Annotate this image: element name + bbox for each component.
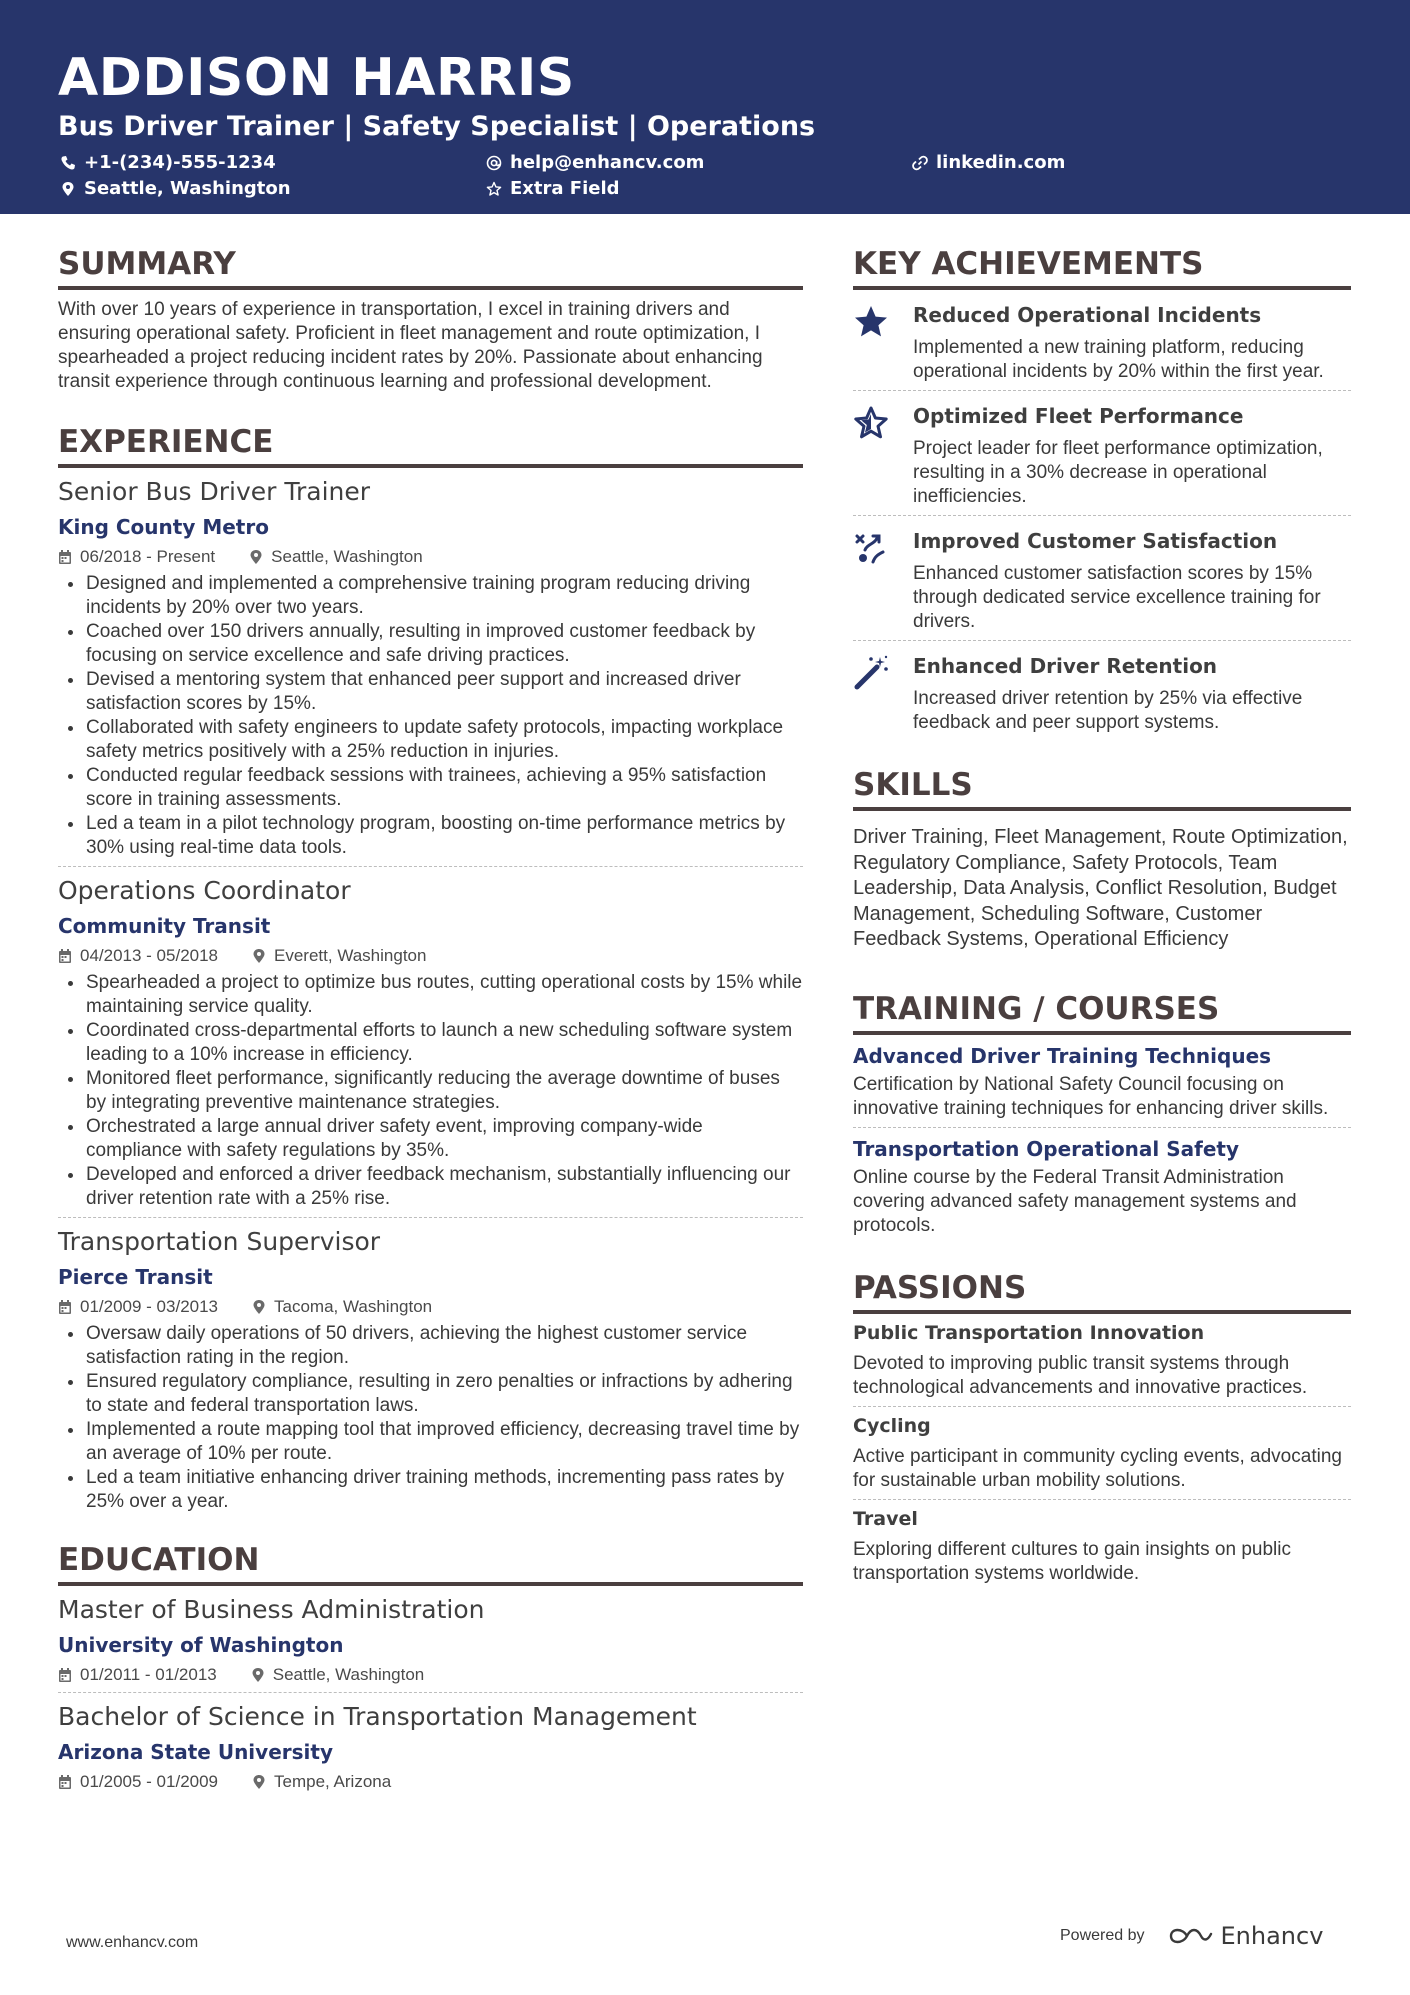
passion-item (853, 1407, 1351, 1500)
job-bullets (58, 572, 803, 860)
job-location: Tacoma, Washington (274, 1297, 433, 1316)
passion-title: Public Transportation Innovation (853, 1321, 1205, 1344)
phone-text: +1-(234)-555-1234 (84, 152, 276, 173)
degree-title: Master of Business Administration (58, 1595, 485, 1624)
summary-heading: SUMMARY (58, 244, 803, 290)
education-location: Seattle, Washington (272, 1665, 425, 1684)
achievement-desc: Project leader for fleet performance optimization, resulting in a 30% decrease in operational inefficiencies. (913, 438, 1323, 507)
achievement-item (853, 391, 1351, 516)
education-item (58, 1594, 803, 1693)
school-name: Arizona State University (58, 1740, 333, 1764)
resume-header (0, 0, 1410, 214)
job-dates: 01/2009 - 03/2013 (80, 1297, 219, 1316)
course-item (853, 1035, 1351, 1128)
right-column (853, 244, 1351, 1586)
achievement-desc: Increased driver retention by 25% via effective feedback and peer support systems. (913, 688, 1303, 733)
company-name: Community Transit (58, 914, 271, 938)
list-item: Spearheaded a project to optimize bus routes, cutting operational costs by 15% while maintaining service quality. (58, 971, 803, 1019)
list-item: Coordinated cross-departmental efforts to launch a new scheduling software system leading to a 10% increase in efficiency. (58, 1019, 803, 1067)
company-name: King County Metro (58, 515, 269, 539)
location-pin-icon (252, 948, 266, 964)
course-desc: Certification by National Safety Council focusing on innovative training techniques for enhancing driver skills. (853, 1073, 1329, 1119)
education-dates: 01/2005 - 01/2009 (80, 1772, 219, 1791)
achievement-title: Improved Customer Satisfaction (913, 529, 1278, 553)
summary-text: With over 10 years of experience in transportation, I excel in training drivers and ensuring operational safety. Proficient in fleet management and route optimization, I spearheaded a project reducing incident rates by 20%. Passionate about enhancing transit experience through continuous learning and professional development. (58, 299, 763, 392)
passion-desc: Exploring different cultures to gain insights on public transportation systems worldwide. (853, 1538, 1291, 1584)
experience-item (58, 1226, 803, 1514)
location-pin-icon (60, 181, 76, 197)
job-meta (58, 546, 803, 568)
left-column (58, 244, 803, 1793)
list-item: Ensured regulatory compliance, resulting in zero penalties or infractions by adhering to state and federal transportation laws. (58, 1370, 803, 1418)
achievement-item (853, 641, 1351, 741)
passions-heading: PASSIONS (853, 1268, 1351, 1314)
candidate-name: ADDISON HARRIS (58, 48, 575, 108)
footer-website[interactable]: www.enhancv.com (66, 1934, 199, 1951)
school-name: University of Washington (58, 1633, 344, 1657)
brand-name: Enhancv (1220, 1922, 1324, 1950)
education-location: Tempe, Arizona (274, 1772, 392, 1791)
achievement-item (853, 516, 1351, 641)
calendar-icon (58, 1667, 72, 1683)
calendar-icon (58, 1774, 72, 1790)
passion-desc: Devoted to improving public transit systems through technological advancements and innovative practices. (853, 1352, 1308, 1398)
divider (58, 1692, 803, 1693)
extra-field-contact (486, 178, 620, 199)
education-dates: 01/2011 - 01/2013 (80, 1665, 217, 1684)
experience-item (58, 476, 803, 867)
location-pin-icon (252, 1774, 266, 1790)
at-icon (486, 155, 502, 171)
skills-heading: SKILLS (853, 765, 1351, 811)
skills-section (853, 765, 1351, 953)
job-dates: 04/2013 - 05/2018 (80, 946, 219, 965)
passion-item (853, 1314, 1351, 1407)
extra-field-text: Extra Field (510, 178, 620, 199)
location-contact (60, 178, 291, 199)
star-outline-icon (486, 181, 502, 197)
link-icon (912, 155, 928, 171)
education-meta (58, 1771, 803, 1793)
phone-icon (60, 155, 76, 171)
experience-section (58, 422, 803, 1514)
contact-info (58, 152, 1352, 208)
star-filled-icon (853, 304, 889, 340)
calendar-icon (58, 1299, 72, 1315)
star-outline-icon (853, 405, 889, 441)
achievements-section (853, 244, 1351, 741)
passions-section (853, 1268, 1351, 1586)
linkedin-contact[interactable] (912, 152, 1065, 173)
calendar-icon (58, 948, 72, 964)
education-section (58, 1540, 803, 1793)
job-bullets (58, 1322, 803, 1514)
education-meta (58, 1664, 803, 1686)
magic-wand-icon (853, 655, 889, 691)
course-item (853, 1128, 1351, 1238)
candidate-title: Bus Driver Trainer | Safety Specialist | Operations (58, 111, 816, 142)
email-contact[interactable] (486, 152, 704, 173)
linkedin-text: linkedin.com (936, 152, 1066, 173)
job-dates: 06/2018 - Present (80, 547, 216, 566)
job-location: Seattle, Washington (271, 547, 423, 566)
phone-contact[interactable] (60, 152, 276, 173)
passion-desc: Active participant in community cycling events, advocating for sustainable urban mobility solutions. (853, 1445, 1342, 1491)
list-item: Conducted regular feedback sessions with trainees, achieving a 95% satisfaction score in training assessments. (58, 764, 803, 812)
location-pin-icon (249, 549, 263, 565)
route-icon (853, 530, 889, 566)
job-title: Senior Bus Driver Trainer (58, 477, 371, 506)
passion-item (853, 1500, 1351, 1586)
education-heading: EDUCATION (58, 1540, 803, 1586)
training-section (853, 989, 1351, 1238)
course-title: Transportation Operational Safety (853, 1136, 1239, 1161)
job-meta (58, 1296, 803, 1318)
experience-heading: EXPERIENCE (58, 422, 803, 468)
list-item: Collaborated with safety engineers to update safety protocols, impacting workplace safety metrics positively with a 25% reduction in injuries. (58, 716, 803, 764)
divider (58, 1217, 803, 1218)
skills-text: Driver Training, Fleet Management, Route Optimization, Regulatory Compliance, Safety Protocols, Team Leadership, Data Analysis, Conflict Resolution, Budget Management, Scheduling Software, Customer Feedback Systems, Operational Efficiency (853, 826, 1348, 951)
achievement-desc: Enhanced customer satisfaction scores by 15% through dedicated service excellence training for drivers. (913, 563, 1321, 632)
course-desc: Online course by the Federal Transit Administration covering advanced safety management systems and protocols. (853, 1166, 1297, 1236)
location-pin-icon (251, 1667, 265, 1683)
job-location: Everett, Washington (274, 946, 427, 965)
list-item: Oversaw daily operations of 50 drivers, achieving the highest customer service satisfaction rating in the region. (58, 1322, 803, 1370)
job-title: Transportation Supervisor (58, 1227, 381, 1256)
education-item (58, 1701, 803, 1793)
achievements-heading: KEY ACHIEVEMENTS (853, 244, 1351, 290)
list-item: Implemented a route mapping tool that improved efficiency, decreasing travel time by an average of 10% per route. (58, 1418, 803, 1466)
list-item: Coached over 150 drivers annually, resulting in improved customer feedback by focusing on service excellence and safe driving practices. (58, 620, 803, 668)
list-item: Monitored fleet performance, significantly reducing the average downtime of buses by integrating preventive maintenance strategies. (58, 1067, 803, 1115)
experience-item (58, 875, 803, 1218)
powered-by-text: Powered by (1060, 1927, 1145, 1944)
degree-title: Bachelor of Science in Transportation Management (58, 1702, 697, 1731)
divider (58, 866, 803, 867)
passion-title: Travel (853, 1507, 918, 1530)
job-bullets (58, 971, 803, 1211)
list-item: Led a team in a pilot technology program, boosting on-time performance metrics by 30% using real-time data tools. (58, 812, 803, 860)
list-item: Led a team initiative enhancing driver training methods, incrementing pass rates by 25% over a year. (58, 1466, 803, 1514)
enhancv-logo[interactable] (1167, 1922, 1324, 1950)
achievement-item (853, 290, 1351, 391)
email-text: help@enhancv.com (510, 152, 705, 173)
training-heading: TRAINING / COURSES (853, 989, 1351, 1035)
achievement-title: Enhanced Driver Retention (913, 654, 1218, 678)
list-item: Developed and enforced a driver feedback mechanism, substantially influencing our driver retention rate with a 25% rise. (58, 1163, 803, 1211)
summary-section (58, 244, 803, 394)
list-item: Devised a mentoring system that enhanced peer support and increased driver satisfaction scores by 15%. (58, 668, 803, 716)
list-item: Designed and implemented a comprehensive training program reducing driving incidents by 20% over two years. (58, 572, 803, 620)
job-title: Operations Coordinator (58, 876, 351, 905)
location-pin-icon (252, 1299, 266, 1315)
job-meta (58, 945, 803, 967)
company-name: Pierce Transit (58, 1265, 213, 1289)
location-text: Seattle, Washington (84, 178, 291, 199)
passion-title: Cycling (853, 1414, 931, 1437)
list-item: Orchestrated a large annual driver safety event, improving company-wide compliance with safety regulations by 35%. (58, 1115, 803, 1163)
footer-branding (1060, 1922, 1323, 1950)
achievement-title: Reduced Operational Incidents (913, 303, 1262, 327)
course-title: Advanced Driver Training Techniques (853, 1043, 1272, 1068)
achievement-desc: Implemented a new training platform, reducing operational incidents by 20% within the first year. (913, 337, 1324, 382)
achievement-title: Optimized Fleet Performance (913, 404, 1244, 428)
calendar-icon (58, 549, 72, 565)
enhancv-logo-icon (1167, 1924, 1215, 1948)
